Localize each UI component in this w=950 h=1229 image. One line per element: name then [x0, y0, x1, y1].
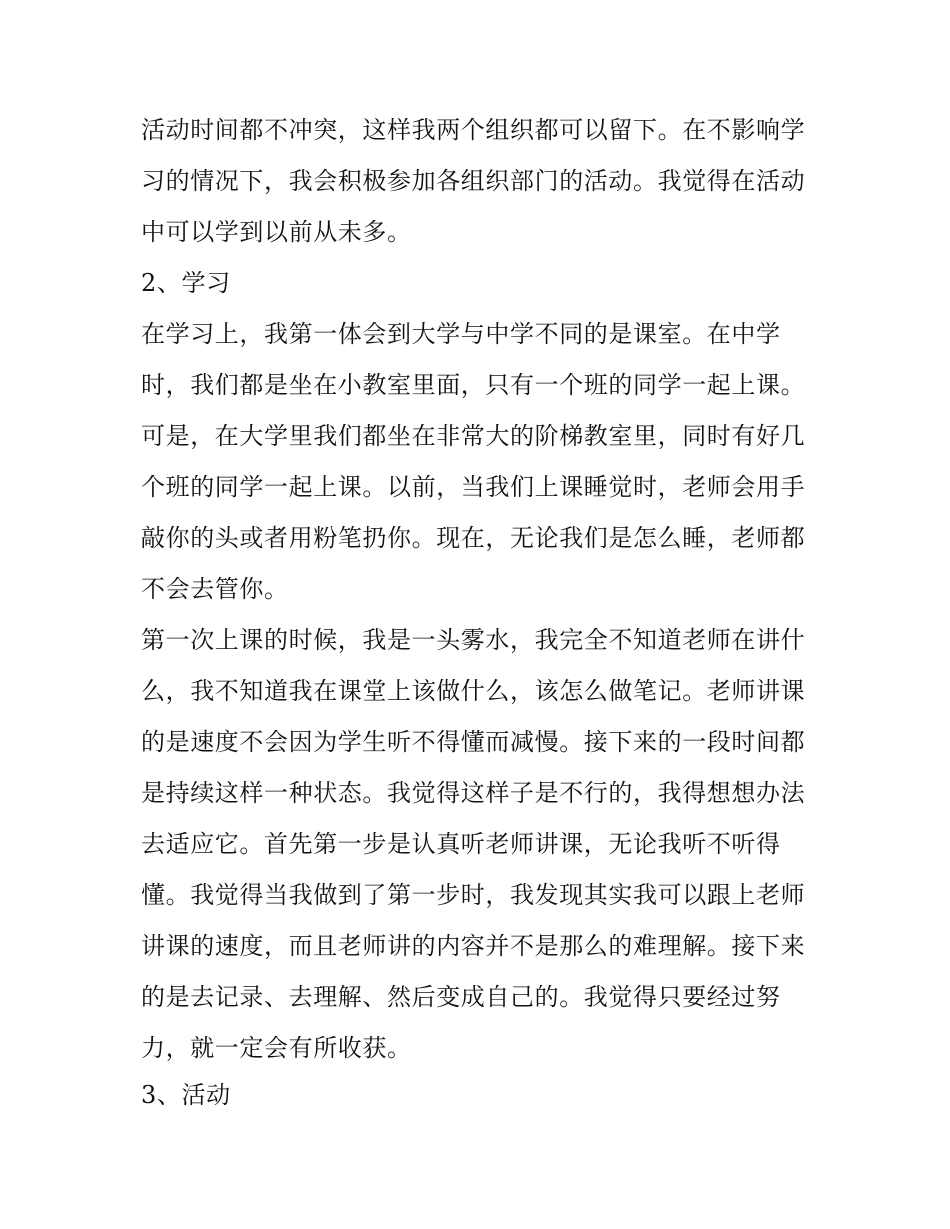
body-text-line: 不会去管你。: [141, 575, 289, 603]
body-text-line: 在学习上，我第一体会到大学与中学不同的是课室。在中学: [141, 320, 781, 348]
body-text-line: 么，我不知道我在课堂上该做什么，该怎么做笔记。老师讲课: [141, 677, 806, 705]
body-text-line: 讲课的速度，而且老师讲的内容并不是那么的难理解。接下来: [141, 932, 806, 960]
body-text-line: 第一次上课的时候，我是一头雾水，我完全不知道老师在讲什: [141, 626, 806, 654]
section-heading-study: 2、学习: [141, 269, 231, 297]
body-text-line: 是持续这样一种状态。我觉得这样子是不行的，我得想想办法: [141, 779, 806, 807]
body-text-line: 的是速度不会因为学生听不得懂而减慢。接下来的一段时间都: [141, 728, 806, 756]
body-text-line: 活动时间都不冲突，这样我两个组织都可以留下。在不影响学: [141, 116, 806, 144]
body-text-line: 个班的同学一起上课。以前，当我们上课睡觉时，老师会用手: [141, 473, 806, 501]
section-heading-activities: 3、活动: [141, 1081, 231, 1109]
body-text-line: 中可以学到以前从未多。: [141, 218, 412, 246]
body-text-line: 懂。我觉得当我做到了第一步时，我发现其实我可以跟上老师: [141, 881, 806, 909]
body-text-line: 习的情况下，我会积极参加各组织部门的活动。我觉得在活动: [141, 167, 806, 195]
body-text-line: 时，我们都是坐在小教室里面，只有一个班的同学一起上课。: [141, 371, 806, 399]
body-text-line: 的是去记录、去理解、然后变成自己的。我觉得只要经过努: [141, 983, 781, 1011]
body-text-line: 去适应它。首先第一步是认真听老师讲课，无论我听不听得: [141, 830, 781, 858]
body-text-line: 可是，在大学里我们都坐在非常大的阶梯教室里，同时有好几: [141, 422, 806, 450]
body-text-line: 力，就一定会有所收获。: [141, 1034, 412, 1062]
body-text-line: 敲你的头或者用粉笔扔你。现在，无论我们是怎么睡，老师都: [141, 524, 806, 552]
